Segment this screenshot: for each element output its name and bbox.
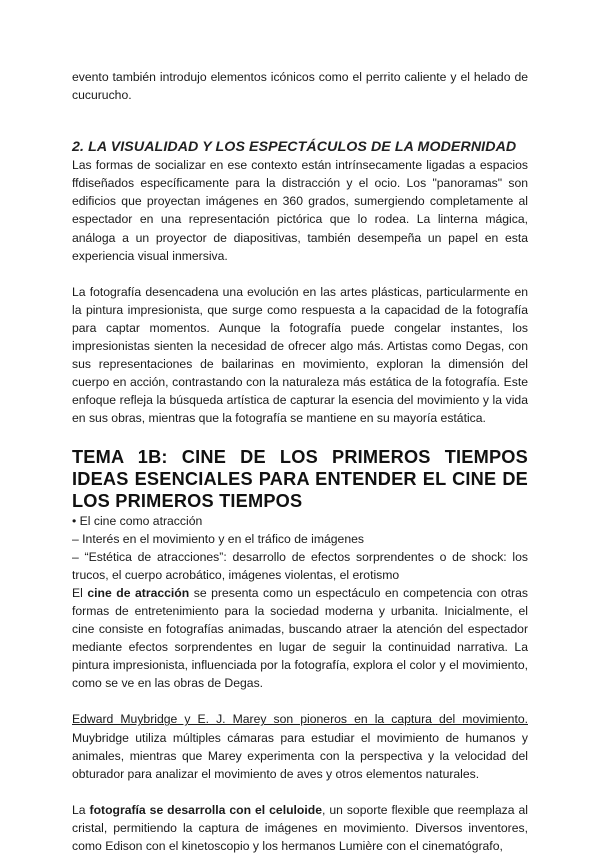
- intro-paragraph: evento también introdujo elementos icónicos como el perrito caliente y el helado de cucurucho.: [72, 70, 528, 103]
- tema-1b-heading: TEMA 1B: CINE DE LOS PRIMEROS TIEMPOS IDEAS ESENCIALES PARA ENTENDER EL CINE DE LOS PRIMEROS TIEMPOS: [72, 446, 528, 511]
- bullet-item: • El cine como atracción: [72, 513, 203, 528]
- spacer: [72, 428, 528, 446]
- spacer: [72, 265, 528, 283]
- text-run: se presenta como un espectáculo en competencia con otras formas de entretenimiento para la sociedad moderna y urbanita. Inicialmente, el cine consiste en fotografías animadas, buscando atraer la atención del espectador mediante efectos sorprendentes en lugar de seguir la continuidad narrativa. La pintura impresionista, influenciada por la fotografía, explora el color y el movimiento, como se ve en las obras de Degas.: [72, 585, 528, 691]
- underlined-sentence: Edward Muybridge y E. J. Marey son pioneros en la captura del movimiento.: [72, 712, 528, 727]
- cine-atraccion-paragraph: [72, 584, 528, 693]
- text-run: , un soporte flexible que reemplaza al cristal, permitiendo la captura de imágenes en movimiento. Diversos inventores, como Edison con el kinetoscopio y los hermanos Lumière con el cinematógrafo,: [72, 802, 528, 853]
- muybridge-marey-paragraph: [72, 710, 528, 782]
- celuloide-paragraph: [72, 801, 528, 855]
- spacer: [72, 692, 528, 710]
- text-run: Muybridge utiliza múltiples cámaras para estudiar el movimiento de humanos y animales, mientras que Marey experimenta con la perspectiva y la velocidad del obturador para analizar el movimiento de aves y otros elementos naturales.: [72, 730, 528, 781]
- section-2-paragraph-2: La fotografía desencadena una evolución en las artes plásticas, particularmente en la pintura impresionista, que surge como respuesta a la capacidad de la fotografía para captar momentos. Aunque la fotografía puede congelar instantes, los impresionistas sienten la necesidad de ofrecer algo más. Artistas como Degas, con sus representaciones de bailarinas en movimiento, exploran la dimensión del cuerpo en acción, contrastando con la naturaleza más estática de la fotografía. Este enfoque refleja la búsqueda artística de capturar la esencia del movimiento y la vida en sus obras, mientras que la fotografía se mantiene en su mayoría estática.: [72, 284, 528, 426]
- bold-term-celuloide: fotografía se desarrolla con el celuloide: [89, 802, 322, 817]
- section-2-heading: 2. LA VISUALIDAD Y LOS ESPECTÁCULOS DE LA MODERNIDAD: [72, 139, 517, 156]
- document-page: [72, 68, 528, 855]
- spacer: [72, 783, 528, 801]
- tema-bullet-list: [72, 512, 528, 584]
- text-run: El: [72, 585, 88, 600]
- section-2-paragraph-1: Las formas de socializar en ese contexto están intrínsecamente ligadas a espacios ffdiseñados específicamente para la distracción y el ocio. Los "panoramas" son edificios que proyectan imágenes en 360 grados, sumergiendo completamente al espectador en una representación pictórica que lo rodea. La linterna mágica, análoga a un proyector de diapositivas, también desempeña un papel en esta experiencia visual inmersiva.: [72, 158, 528, 263]
- spacer: [72, 104, 528, 138]
- bold-term-cine-de-atraccion: cine de atracción: [87, 585, 190, 600]
- bullet-item: – “Estética de atracciones”: desarrollo de efectos sorprendentes o de shock: los trucos, el cuerpo acrobático, imágenes violentas, el erotismo: [72, 549, 528, 582]
- text-run: La: [72, 802, 90, 817]
- bullet-item: – Interés en el movimiento y en el tráfico de imágenes: [72, 531, 364, 546]
